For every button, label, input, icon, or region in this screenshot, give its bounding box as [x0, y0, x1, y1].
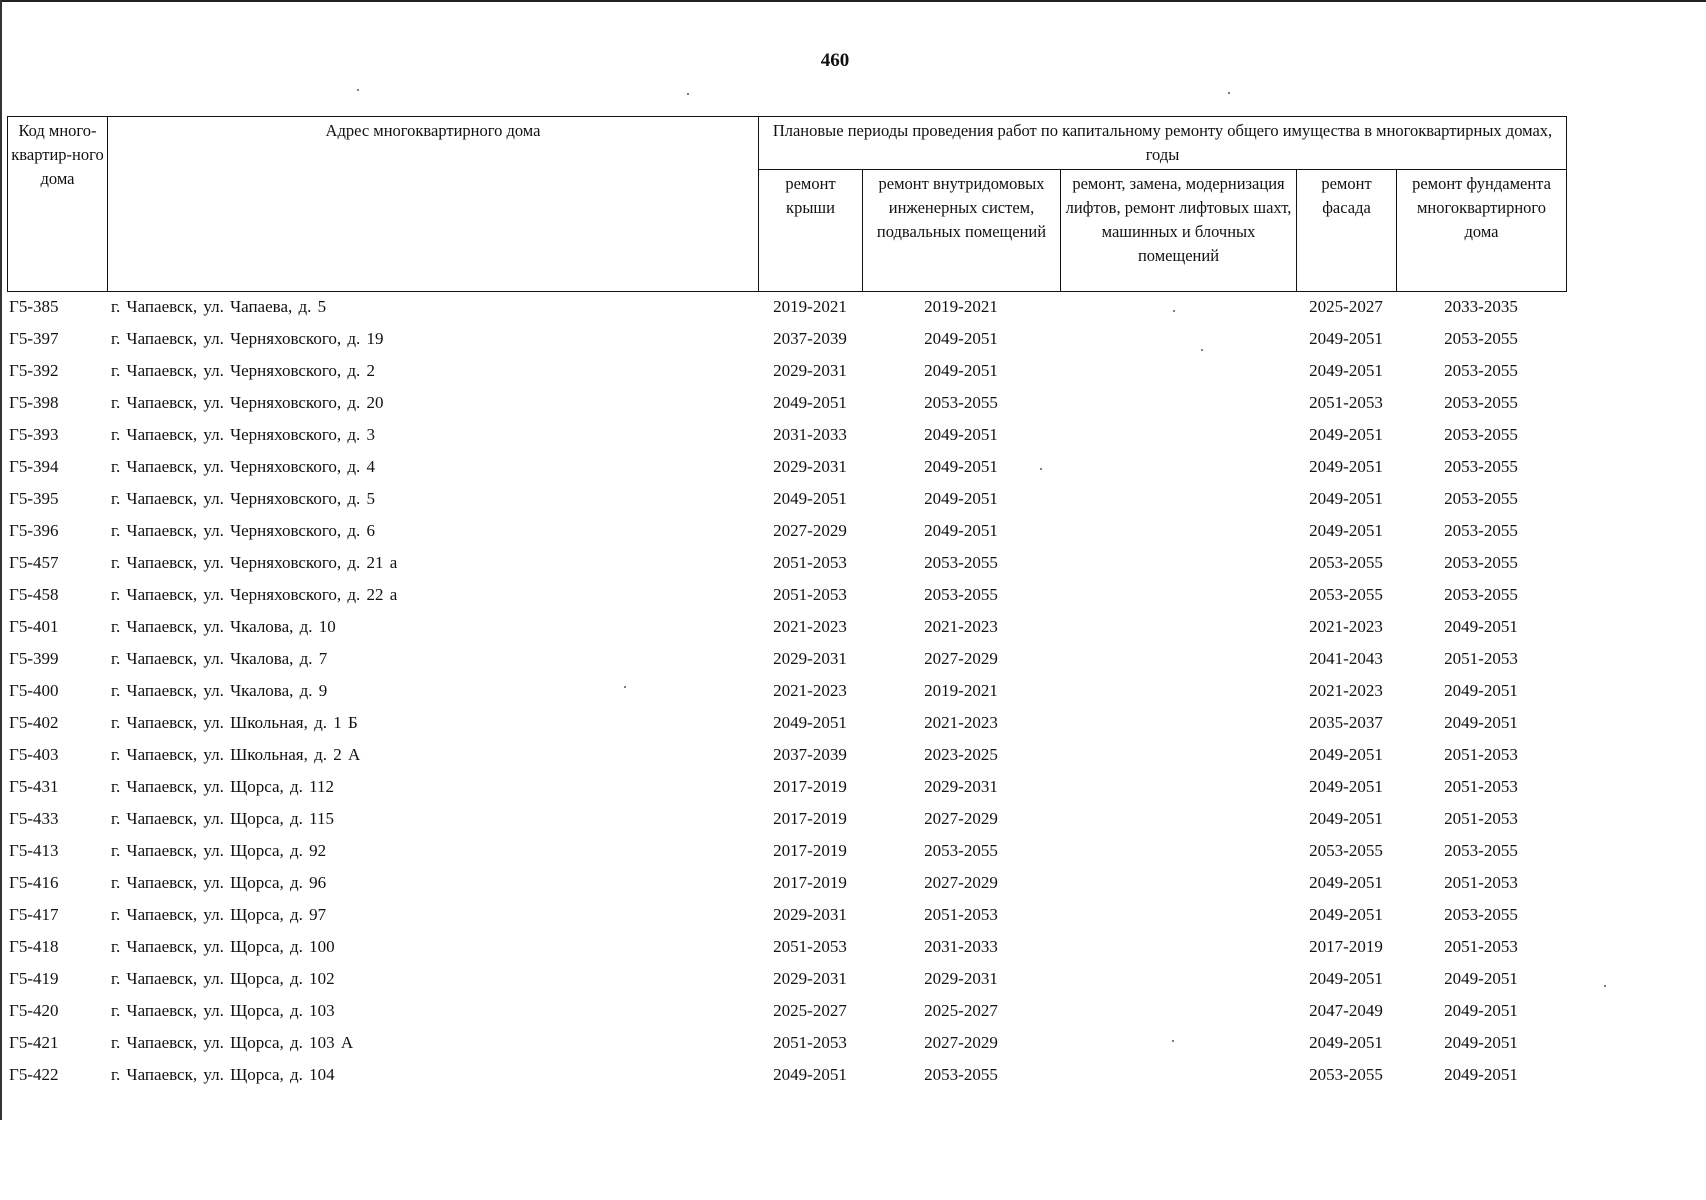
- cell-roof: 2019-2021: [773, 297, 847, 316]
- cell-facade: 2049-2051: [1309, 329, 1383, 348]
- cell-lifts: [1060, 995, 1296, 1027]
- cell-code: Г5-402: [9, 713, 59, 732]
- cell-lifts: [1060, 291, 1296, 323]
- cell-address: г. Чапаевск, ул. Щорса, д. 112: [111, 777, 335, 796]
- cell-code: Г5-418: [9, 937, 59, 956]
- cell-lifts: [1060, 739, 1296, 771]
- cell-facade: 2049-2051: [1309, 489, 1383, 508]
- cell-roof: 2029-2031: [773, 649, 847, 668]
- cell-roof: 2029-2031: [773, 905, 847, 924]
- cell-facade: 2017-2019: [1309, 937, 1383, 956]
- cell-lifts: [1060, 451, 1296, 483]
- cell-code: Г5-422: [9, 1065, 59, 1084]
- table-row: [7, 419, 1566, 451]
- cell-roof: 2029-2031: [773, 969, 847, 988]
- cell-roof: 2017-2019: [773, 841, 847, 860]
- cell-roof: 2049-2051: [773, 489, 847, 508]
- cell-address: г. Чапаевск, ул. Школьная, д. 1 Б: [111, 713, 358, 732]
- cell-roof: 2051-2053: [773, 937, 847, 956]
- header-code: Код много-квартир-ного дома: [8, 117, 108, 292]
- table-header: [7, 116, 1567, 292]
- cell-foundation: 2053-2055: [1444, 553, 1518, 572]
- cell-lifts: [1060, 707, 1296, 739]
- cell-address: г. Чапаевск, ул. Щорса, д. 92: [111, 841, 327, 860]
- cell-facade: 2049-2051: [1309, 809, 1383, 828]
- cell-roof: 2049-2051: [773, 1065, 847, 1084]
- table-row: [7, 515, 1566, 547]
- table-row: [7, 771, 1566, 803]
- cell-code: Г5-419: [9, 969, 59, 988]
- header-address: Адрес многоквартирного дома: [108, 117, 759, 292]
- table-row: [7, 867, 1566, 899]
- table-row: [7, 611, 1566, 643]
- table-row: [7, 835, 1566, 867]
- cell-foundation: 2051-2053: [1444, 777, 1518, 796]
- cell-code: Г5-385: [9, 297, 59, 316]
- table-row: [7, 803, 1566, 835]
- cell-foundation: 2049-2051: [1444, 713, 1518, 732]
- cell-address: г. Чапаевск, ул. Чкалова, д. 9: [111, 681, 328, 700]
- cell-code: Г5-395: [9, 489, 59, 508]
- cell-systems: 2049-2051: [924, 329, 998, 348]
- cell-foundation: 2051-2053: [1444, 937, 1518, 956]
- cell-address: г. Чапаевск, ул. Черняховского, д. 20: [111, 393, 384, 412]
- cell-code: Г5-420: [9, 1001, 59, 1020]
- header-lifts: ремонт, замена, модернизация лифтов, ремонт лифтовых шахт, машинных и блочных помещений: [1061, 170, 1297, 292]
- cell-roof: 2021-2023: [773, 681, 847, 700]
- cell-facade: 2049-2051: [1309, 777, 1383, 796]
- cell-address: г. Чапаевск, ул. Щорса, д. 103 А: [111, 1033, 354, 1052]
- cell-address: г. Чапаевск, ул. Щорса, д. 97: [111, 905, 327, 924]
- cell-facade: 2049-2051: [1309, 1033, 1383, 1052]
- cell-address: г. Чапаевск, ул. Щорса, д. 102: [111, 969, 335, 988]
- table-row: [7, 899, 1566, 931]
- cell-code: Г5-403: [9, 745, 59, 764]
- cell-address: г. Чапаевск, ул. Щорса, д. 100: [111, 937, 335, 956]
- cell-lifts: [1060, 419, 1296, 451]
- cell-facade: 2051-2053: [1309, 393, 1383, 412]
- cell-lifts: [1060, 643, 1296, 675]
- cell-code: Г5-416: [9, 873, 59, 892]
- cell-address: г. Чапаевск, ул. Щорса, д. 96: [111, 873, 327, 892]
- cell-systems: 2049-2051: [924, 489, 998, 508]
- scan-speck: [1228, 92, 1230, 94]
- table-row: [7, 675, 1566, 707]
- cell-facade: 2053-2055: [1309, 553, 1383, 572]
- cell-systems: 2049-2051: [924, 457, 998, 476]
- header-roof: ремонт крыши: [759, 170, 863, 292]
- cell-roof: 2051-2053: [773, 1033, 847, 1052]
- cell-systems: 2049-2051: [924, 521, 998, 540]
- cell-code: Г5-401: [9, 617, 59, 636]
- cell-lifts: [1060, 547, 1296, 579]
- cell-facade: 2021-2023: [1309, 617, 1383, 636]
- cell-code: Г5-458: [9, 585, 59, 604]
- cell-foundation: 2033-2035: [1444, 297, 1518, 316]
- scan-border-left: [0, 0, 2, 1120]
- cell-facade: 2041-2043: [1309, 649, 1383, 668]
- cell-systems: 2027-2029: [924, 649, 998, 668]
- cell-foundation: 2053-2055: [1444, 361, 1518, 380]
- cell-lifts: [1060, 1027, 1296, 1059]
- cell-foundation: 2049-2051: [1444, 617, 1518, 636]
- page-number: 460: [820, 50, 850, 71]
- table-row: [7, 1027, 1566, 1059]
- scan-speck: [624, 686, 626, 688]
- cell-lifts: [1060, 867, 1296, 899]
- cell-foundation: 2053-2055: [1444, 457, 1518, 476]
- cell-code: Г5-392: [9, 361, 59, 380]
- scan-border-top: [0, 0, 1706, 2]
- cell-address: г. Чапаевск, ул. Черняховского, д. 2: [111, 361, 376, 380]
- scan-speck: [1201, 349, 1203, 351]
- cell-systems: 2053-2055: [924, 585, 998, 604]
- table-row: [7, 451, 1566, 483]
- cell-roof: 2017-2019: [773, 873, 847, 892]
- cell-systems: 2019-2021: [924, 297, 998, 316]
- table-row: [7, 963, 1566, 995]
- table-row: [7, 931, 1566, 963]
- cell-address: г. Чапаевск, ул. Черняховского, д. 3: [111, 425, 376, 444]
- cell-systems: 2025-2027: [924, 1001, 998, 1020]
- cell-lifts: [1060, 579, 1296, 611]
- cell-foundation: 2049-2051: [1444, 969, 1518, 988]
- cell-systems: 2029-2031: [924, 969, 998, 988]
- cell-foundation: 2053-2055: [1444, 905, 1518, 924]
- cell-address: г. Чапаевск, ул. Черняховского, д. 5: [111, 489, 376, 508]
- table-body: [7, 291, 1566, 1091]
- cell-systems: 2053-2055: [924, 553, 998, 572]
- table-row: [7, 739, 1566, 771]
- cell-facade: 2049-2051: [1309, 425, 1383, 444]
- cell-address: г. Чапаевск, ул. Черняховского, д. 22 а: [111, 585, 398, 604]
- cell-foundation: 2053-2055: [1444, 329, 1518, 348]
- cell-code: Г5-396: [9, 521, 59, 540]
- cell-facade: 2053-2055: [1309, 585, 1383, 604]
- header-systems: ремонт внутридомовых инженерных систем, подвальных помещений: [863, 170, 1061, 292]
- cell-code: Г5-431: [9, 777, 59, 796]
- cell-systems: 2031-2033: [924, 937, 998, 956]
- cell-systems: 2029-2031: [924, 777, 998, 796]
- cell-systems: 2049-2051: [924, 425, 998, 444]
- cell-facade: 2049-2051: [1309, 745, 1383, 764]
- cell-facade: 2025-2027: [1309, 297, 1383, 316]
- cell-address: г. Чапаевск, ул. Черняховского, д. 4: [111, 457, 376, 476]
- cell-address: г. Чапаевск, ул. Школьная, д. 2 А: [111, 745, 361, 764]
- table-row: [7, 483, 1566, 515]
- cell-lifts: [1060, 323, 1296, 355]
- cell-address: г. Чапаевск, ул. Чапаева, д. 5: [111, 297, 327, 316]
- cell-facade: 2049-2051: [1309, 361, 1383, 380]
- cell-lifts: [1060, 675, 1296, 707]
- cell-systems: 2051-2053: [924, 905, 998, 924]
- cell-facade: 2053-2055: [1309, 1065, 1383, 1084]
- cell-systems: 2027-2029: [924, 809, 998, 828]
- cell-lifts: [1060, 931, 1296, 963]
- cell-roof: 2017-2019: [773, 809, 847, 828]
- cell-foundation: 2053-2055: [1444, 425, 1518, 444]
- cell-address: г. Чапаевск, ул. Черняховского, д. 21 а: [111, 553, 398, 572]
- cell-foundation: 2051-2053: [1444, 649, 1518, 668]
- cell-lifts: [1060, 963, 1296, 995]
- table-row: [7, 643, 1566, 675]
- cell-roof: 2025-2027: [773, 1001, 847, 1020]
- cell-systems: 2027-2029: [924, 1033, 998, 1052]
- cell-address: г. Чапаевск, ул. Щорса, д. 103: [111, 1001, 335, 1020]
- cell-code: Г5-397: [9, 329, 59, 348]
- cell-facade: 2049-2051: [1309, 969, 1383, 988]
- table-row: [7, 291, 1566, 323]
- cell-systems: 2019-2021: [924, 681, 998, 700]
- cell-address: г. Чапаевск, ул. Щорса, д. 115: [111, 809, 335, 828]
- cell-lifts: [1060, 771, 1296, 803]
- cell-roof: 2051-2053: [773, 585, 847, 604]
- cell-foundation: 2049-2051: [1444, 1033, 1518, 1052]
- cell-facade: 2021-2023: [1309, 681, 1383, 700]
- cell-lifts: [1060, 387, 1296, 419]
- cell-foundation: 2053-2055: [1444, 585, 1518, 604]
- cell-roof: 2037-2039: [773, 329, 847, 348]
- cell-roof: 2049-2051: [773, 713, 847, 732]
- scan-speck: [687, 93, 689, 95]
- table-row: [7, 707, 1566, 739]
- cell-foundation: 2053-2055: [1444, 841, 1518, 860]
- cell-address: г. Чапаевск, ул. Чкалова, д. 10: [111, 617, 336, 636]
- cell-lifts: [1060, 355, 1296, 387]
- cell-code: Г5-457: [9, 553, 59, 572]
- cell-lifts: [1060, 835, 1296, 867]
- cell-code: Г5-399: [9, 649, 59, 668]
- cell-roof: 2021-2023: [773, 617, 847, 636]
- cell-lifts: [1060, 611, 1296, 643]
- cell-facade: 2049-2051: [1309, 905, 1383, 924]
- scan-speck: [1604, 985, 1606, 987]
- cell-code: Г5-421: [9, 1033, 59, 1052]
- cell-code: Г5-393: [9, 425, 59, 444]
- cell-foundation: 2049-2051: [1444, 681, 1518, 700]
- cell-code: Г5-398: [9, 393, 59, 412]
- cell-roof: 2031-2033: [773, 425, 847, 444]
- cell-code: Г5-413: [9, 841, 59, 860]
- table-row: [7, 355, 1566, 387]
- table-row: [7, 387, 1566, 419]
- cell-lifts: [1060, 899, 1296, 931]
- cell-address: г. Чапаевск, ул. Чкалова, д. 7: [111, 649, 328, 668]
- cell-facade: 2049-2051: [1309, 521, 1383, 540]
- cell-foundation: 2053-2055: [1444, 489, 1518, 508]
- cell-systems: 2027-2029: [924, 873, 998, 892]
- cell-systems: 2021-2023: [924, 713, 998, 732]
- cell-roof: 2029-2031: [773, 361, 847, 380]
- cell-roof: 2029-2031: [773, 457, 847, 476]
- cell-roof: 2051-2053: [773, 553, 847, 572]
- cell-lifts: [1060, 803, 1296, 835]
- cell-facade: 2049-2051: [1309, 873, 1383, 892]
- cell-facade: 2049-2051: [1309, 457, 1383, 476]
- table-row: [7, 579, 1566, 611]
- cell-lifts: [1060, 515, 1296, 547]
- cell-foundation: 2049-2051: [1444, 1001, 1518, 1020]
- cell-foundation: 2051-2053: [1444, 873, 1518, 892]
- cell-systems: 2053-2055: [924, 841, 998, 860]
- cell-lifts: [1060, 483, 1296, 515]
- cell-roof: 2037-2039: [773, 745, 847, 764]
- cell-foundation: 2053-2055: [1444, 393, 1518, 412]
- cell-lifts: [1060, 1059, 1296, 1091]
- cell-code: Г5-433: [9, 809, 59, 828]
- table-row: [7, 995, 1566, 1027]
- cell-roof: 2027-2029: [773, 521, 847, 540]
- cell-roof: 2049-2051: [773, 393, 847, 412]
- cell-code: Г5-394: [9, 457, 59, 476]
- cell-systems: 2053-2055: [924, 393, 998, 412]
- table-row: [7, 323, 1566, 355]
- cell-facade: 2053-2055: [1309, 841, 1383, 860]
- cell-foundation: 2049-2051: [1444, 1065, 1518, 1084]
- header-periods: Плановые периоды проведения работ по капитальному ремонту общего имущества в многоквартирных домах, годы: [759, 117, 1567, 170]
- cell-address: г. Чапаевск, ул. Черняховского, д. 19: [111, 329, 384, 348]
- cell-code: Г5-417: [9, 905, 59, 924]
- cell-code: Г5-400: [9, 681, 59, 700]
- cell-facade: 2047-2049: [1309, 1001, 1383, 1020]
- cell-systems: 2049-2051: [924, 361, 998, 380]
- cell-systems: 2021-2023: [924, 617, 998, 636]
- scan-speck: [1040, 468, 1042, 470]
- header-facade: ремонт фасада: [1297, 170, 1397, 292]
- table-row: [7, 547, 1566, 579]
- scan-speck: [1173, 310, 1175, 312]
- scan-speck: [1172, 1040, 1174, 1042]
- cell-systems: 2053-2055: [924, 1065, 998, 1084]
- cell-roof: 2017-2019: [773, 777, 847, 796]
- cell-facade: 2035-2037: [1309, 713, 1383, 732]
- cell-address: г. Чапаевск, ул. Щорса, д. 104: [111, 1065, 335, 1084]
- cell-foundation: 2051-2053: [1444, 809, 1518, 828]
- scan-speck: [357, 89, 359, 91]
- cell-foundation: 2051-2053: [1444, 745, 1518, 764]
- table-row: [7, 1059, 1566, 1091]
- cell-systems: 2023-2025: [924, 745, 998, 764]
- cell-foundation: 2053-2055: [1444, 521, 1518, 540]
- header-foundation: ремонт фундамента многоквартирного дома: [1397, 170, 1567, 292]
- cell-address: г. Чапаевск, ул. Черняховского, д. 6: [111, 521, 376, 540]
